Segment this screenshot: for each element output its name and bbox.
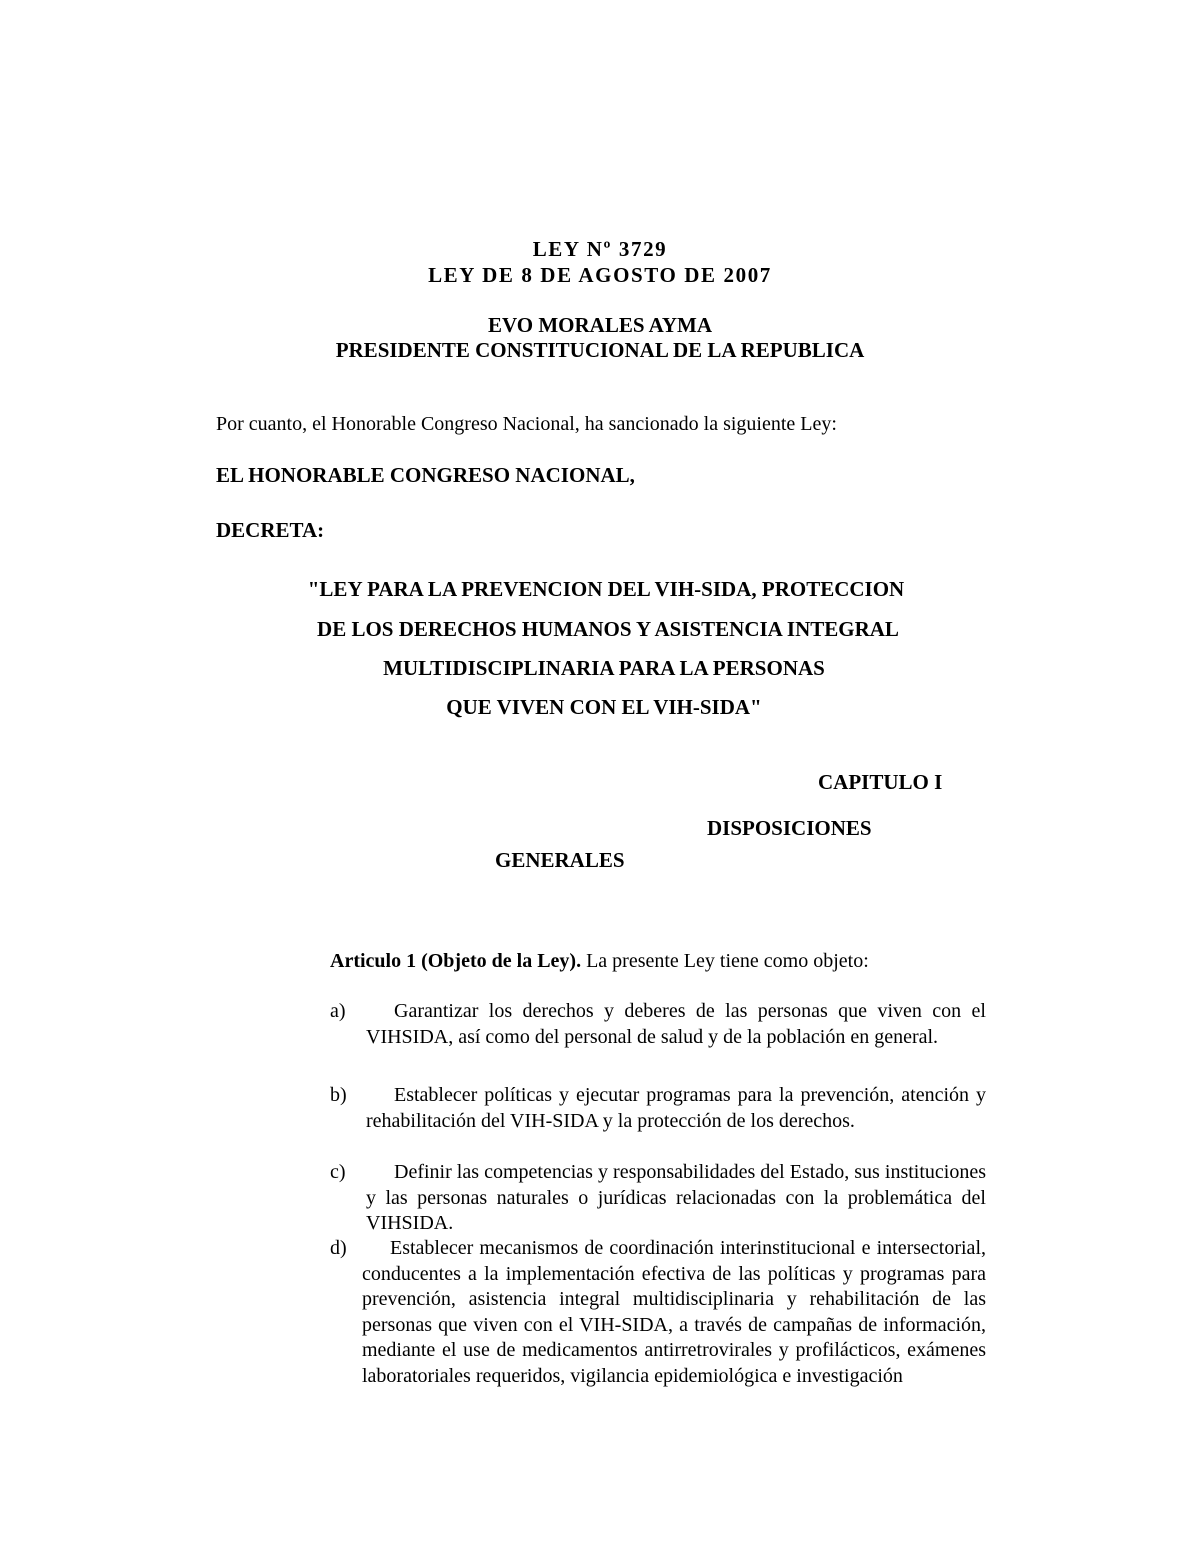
article-1-heading: Articulo 1 (Objeto de la Ley).: [330, 950, 582, 972]
item-text-content: Definir las competencias y responsabilidades del Estado, sus instituciones y las personas naturales o jurídicas relacionadas con la problemática del VIHSIDA.: [366, 1161, 986, 1234]
law-date: LEY DE 8 DE AGOSTO DE 2007: [428, 263, 772, 287]
decreta-heading: DECRETA:: [216, 518, 325, 542]
chapter-title-part-1: DISPOSICIONES: [707, 816, 872, 840]
law-title-line-4: QUE VIVEN CON EL VIH-SIDA": [446, 695, 762, 719]
law-title-line-2: DE LOS DERECHOS HUMANOS Y ASISTENCIA INTEGRAL: [317, 617, 899, 641]
item-label: d): [330, 1237, 347, 1259]
item-label: a): [330, 1000, 346, 1022]
item-text: [366, 1083, 986, 1134]
president-title: PRESIDENTE CONSTITUCIONAL DE LA REPUBLICA: [335, 338, 865, 362]
law-number: LEY Nº 3729: [532, 237, 668, 261]
article-1-item-d: [330, 1236, 986, 1389]
article-1-item-b: [330, 1083, 986, 1134]
item-label: c): [330, 1161, 346, 1183]
article-1-item-a: [330, 999, 986, 1050]
article-1-intro: La presente Ley tiene como objeto:: [586, 950, 869, 972]
item-text: [362, 1236, 986, 1389]
article-1-item-c: [330, 1160, 986, 1237]
item-text-content: Garantizar los derechos y deberes de las personas que viven con el VIHSIDA, así como del personal de salud y de la población en general.: [366, 1000, 986, 1048]
law-title-line-1: "LEY PARA LA PREVENCION DEL VIH-SIDA, PROTECCION: [307, 577, 905, 601]
item-text: [366, 999, 986, 1050]
item-label: b): [330, 1084, 347, 1106]
item-text-content: Establecer mecanismos de coordinación interinstitucional e intersectorial, conducentes a la implementación efectiva de las políticas y programas para prevención, asistencia integral multidisciplinaria y rehabilitación de las personas que viven con el VIH-SIDA, a través de campañas de información, mediante el use de medicamentos antirretrovirales y profilácticos, exámenes laboratoriales requeridos, vigilancia epidemiológica e investigación: [362, 1237, 986, 1387]
item-text: [366, 1160, 986, 1237]
item-text-content: Establecer políticas y ejecutar programas para la prevención, atención y rehabilitación del VIH-SIDA y la protección de los derechos.: [366, 1084, 986, 1132]
chapter-number: CAPITULO I: [818, 770, 943, 794]
chapter-title-part-2: GENERALES: [495, 848, 625, 872]
president-name: EVO MORALES AYMA: [488, 313, 712, 337]
preamble-intro: Por cuanto, el Honorable Congreso Nacional, ha sancionado la siguiente Ley:: [216, 413, 837, 435]
law-title-line-3: MULTIDISCIPLINARIA PARA LA PERSONAS: [383, 656, 825, 680]
article-1-intro-line: [330, 948, 990, 974]
congress-heading: EL HONORABLE CONGRESO NACIONAL,: [216, 463, 635, 487]
